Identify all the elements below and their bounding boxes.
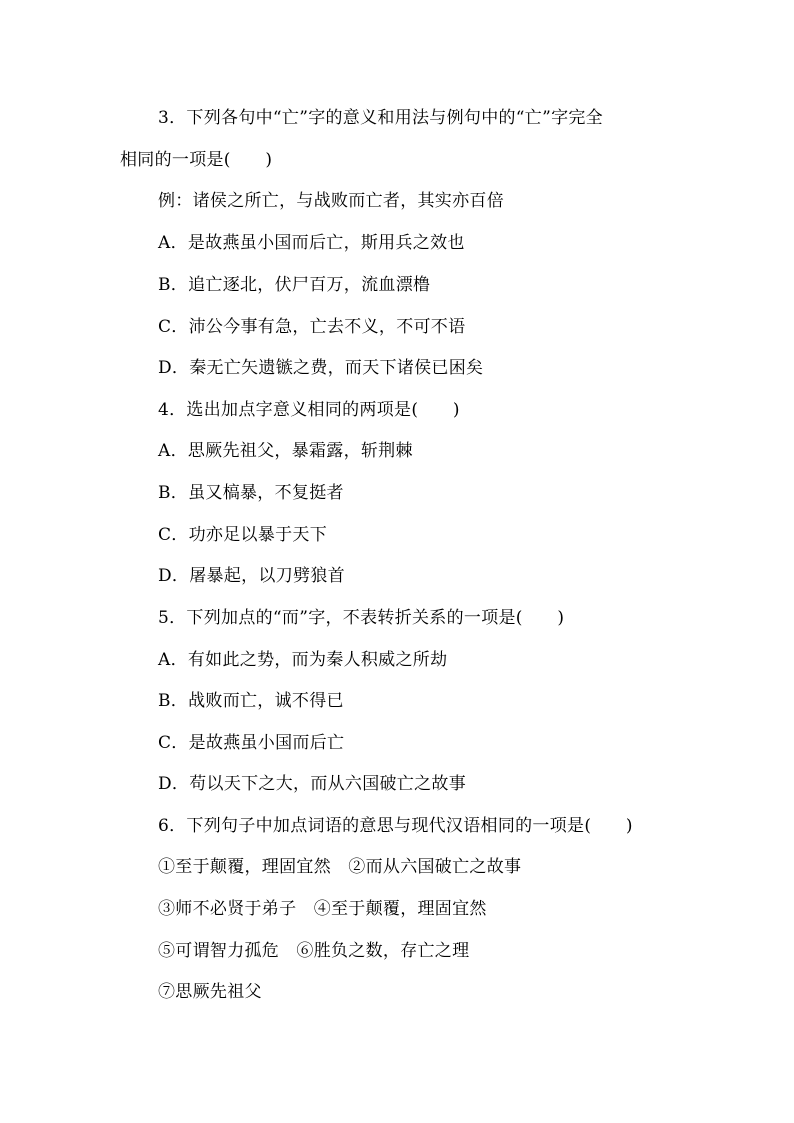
question-4-option-c: C．功亦足以暴于天下 — [158, 525, 328, 545]
question-3-option-c: C．沛公今事有急，亡去不义，不可不语 — [158, 317, 466, 337]
question-4-stem: 4．选出加点字意义相同的两项是( ) — [158, 400, 460, 420]
question-5-option-d: D．苟以天下之大，而从六国破亡之故事 — [158, 774, 467, 794]
question-5-option-a: A．有如此之势，而为秦人积威之所劫 — [158, 650, 448, 670]
question-4-option-a: A．思厥先祖父，暴霜露，斩荆棘 — [158, 441, 413, 461]
question-4-option-b: B．虽又槁暴，不复挺者 — [158, 483, 344, 503]
question-3-stem-continued: 相同的一项是( ) — [120, 150, 273, 170]
question-6-stem: 6．下列句子中加点词语的意思与现代汉语相同的一项是( ) — [158, 816, 633, 836]
question-3-option-b: B．追亡逐北，伏尸百万，流血漂橹 — [158, 275, 431, 295]
question-3-stem: 3．下列各句中“亡”字的意义和用法与例句中的“亡”字完全 — [158, 108, 603, 128]
question-3-option-d: D．秦无亡矢遗镞之费，而天下诸侯已困矣 — [158, 358, 484, 378]
question-5-stem: 5．下列加点的“而”字，不表转折关系的一项是( ) — [158, 608, 565, 628]
question-3-option-a: A．是故燕虽小国而后亡，斯用兵之效也 — [158, 233, 465, 253]
question-5-option-c: C．是故燕虽小国而后亡 — [158, 733, 345, 753]
question-6-item-line: ⑦思厥先祖父 — [158, 982, 262, 1002]
question-6-item-line: ③师不必贤于弟子 ④至于颠覆，理固宜然 — [158, 899, 487, 919]
question-6-item-line: ⑤可谓智力孤危 ⑥胜负之数，存亡之理 — [158, 941, 470, 961]
question-5-option-b: B．战败而亡，诚不得已 — [158, 691, 344, 711]
question-3-example: 例：诸侯之所亡，与战败而亡者，其实亦百倍 — [158, 191, 504, 211]
question-4-option-d: D．屠暴起，以刀劈狼首 — [158, 566, 345, 586]
question-6-item-line: ①至于颠覆，理固宜然 ②而从六国破亡之故事 — [158, 857, 522, 877]
